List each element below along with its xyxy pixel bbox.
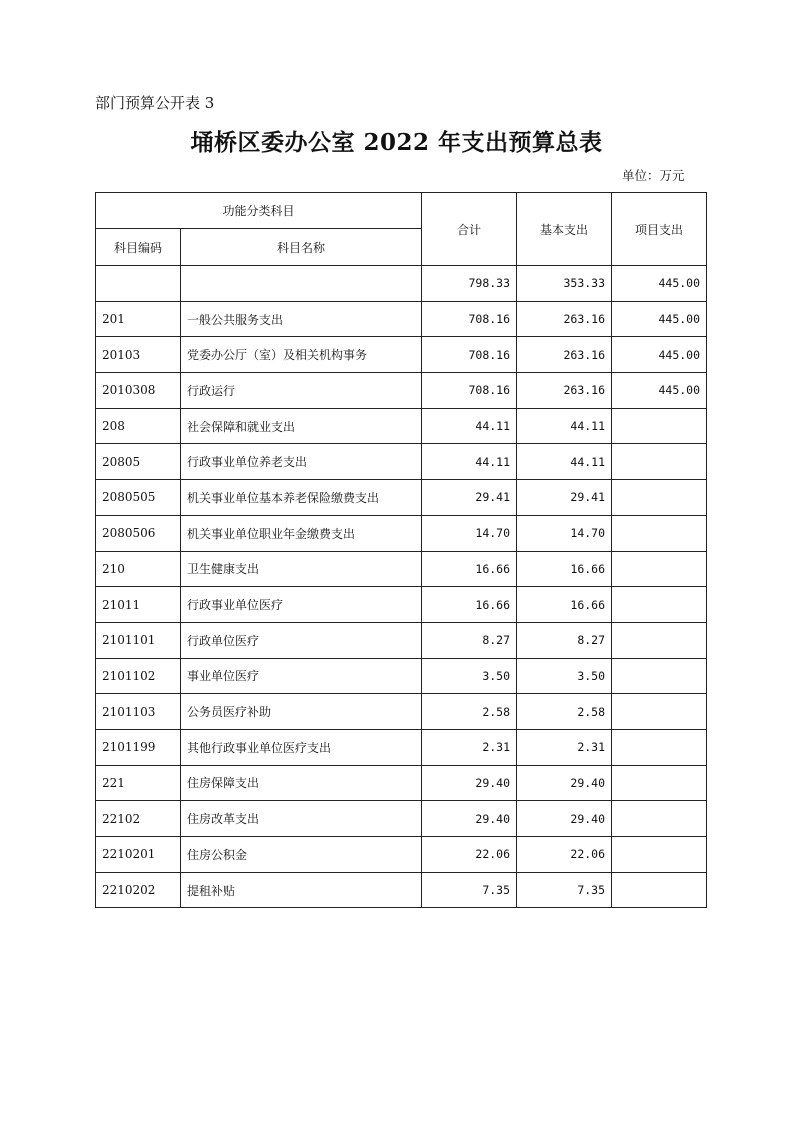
name-cell: 行政事业单位医疗 bbox=[181, 587, 422, 623]
table-row bbox=[96, 801, 707, 837]
table-row bbox=[96, 480, 707, 516]
code-cell: 2101101 bbox=[96, 622, 181, 658]
table-row bbox=[96, 373, 707, 409]
basic-cell: 263.16 bbox=[517, 373, 612, 409]
table-row bbox=[96, 872, 707, 908]
basic-cell: 353.33 bbox=[517, 266, 612, 302]
table-row bbox=[96, 408, 707, 444]
name-cell: 行政运行 bbox=[181, 373, 422, 409]
name-cell: 住房公积金 bbox=[181, 837, 422, 873]
header-total: 合计 bbox=[422, 193, 517, 266]
name-cell: 住房保障支出 bbox=[181, 765, 422, 801]
total-cell: 44.11 bbox=[422, 444, 517, 480]
total-cell: 22.06 bbox=[422, 837, 517, 873]
name-cell: 其他行政事业单位医疗支出 bbox=[181, 729, 422, 765]
table-row bbox=[96, 444, 707, 480]
name-cell: 公务员医疗补助 bbox=[181, 694, 422, 730]
total-cell: 16.66 bbox=[422, 551, 517, 587]
project-cell bbox=[612, 872, 707, 908]
basic-cell: 263.16 bbox=[517, 301, 612, 337]
project-cell: 445.00 bbox=[612, 301, 707, 337]
name-cell: 社会保障和就业支出 bbox=[181, 408, 422, 444]
table-row bbox=[96, 515, 707, 551]
project-cell bbox=[612, 408, 707, 444]
group-header: 功能分类科目 bbox=[96, 193, 422, 229]
basic-cell: 29.40 bbox=[517, 801, 612, 837]
total-cell: 798.33 bbox=[422, 266, 517, 302]
table-row bbox=[96, 658, 707, 694]
table-row bbox=[96, 551, 707, 587]
total-cell: 29.41 bbox=[422, 480, 517, 516]
project-cell bbox=[612, 729, 707, 765]
basic-cell: 16.66 bbox=[517, 551, 612, 587]
total-cell: 44.11 bbox=[422, 408, 517, 444]
unit-label: 单位：万元 bbox=[622, 168, 685, 183]
project-cell bbox=[612, 587, 707, 623]
code-cell: 21011 bbox=[96, 587, 181, 623]
code-cell: 208 bbox=[96, 408, 181, 444]
name-cell bbox=[181, 266, 422, 302]
code-cell: 2101103 bbox=[96, 694, 181, 730]
project-cell bbox=[612, 837, 707, 873]
header-row bbox=[96, 193, 707, 229]
total-cell: 14.70 bbox=[422, 515, 517, 551]
basic-cell: 29.41 bbox=[517, 480, 612, 516]
project-cell bbox=[612, 480, 707, 516]
code-cell: 2080505 bbox=[96, 480, 181, 516]
project-cell bbox=[612, 765, 707, 801]
name-cell: 行政单位医疗 bbox=[181, 622, 422, 658]
table-row bbox=[96, 729, 707, 765]
project-cell: 445.00 bbox=[612, 337, 707, 373]
basic-cell: 44.11 bbox=[517, 408, 612, 444]
header-code: 科目编码 bbox=[96, 229, 181, 266]
table-row bbox=[96, 301, 707, 337]
basic-cell: 16.66 bbox=[517, 587, 612, 623]
basic-cell: 44.11 bbox=[517, 444, 612, 480]
project-cell bbox=[612, 622, 707, 658]
basic-cell: 3.50 bbox=[517, 658, 612, 694]
table-row bbox=[96, 622, 707, 658]
code-cell: 201 bbox=[96, 301, 181, 337]
code-cell: 20103 bbox=[96, 337, 181, 373]
total-cell: 2.58 bbox=[422, 694, 517, 730]
code-cell: 2210202 bbox=[96, 872, 181, 908]
basic-cell: 14.70 bbox=[517, 515, 612, 551]
name-cell: 提租补贴 bbox=[181, 872, 422, 908]
table-row bbox=[96, 587, 707, 623]
table-row bbox=[96, 765, 707, 801]
project-cell bbox=[612, 444, 707, 480]
project-cell: 445.00 bbox=[612, 373, 707, 409]
code-cell bbox=[96, 266, 181, 302]
total-cell: 2.31 bbox=[422, 729, 517, 765]
total-cell: 3.50 bbox=[422, 658, 517, 694]
basic-cell: 8.27 bbox=[517, 622, 612, 658]
table-row bbox=[96, 694, 707, 730]
total-cell: 8.27 bbox=[422, 622, 517, 658]
basic-cell: 29.40 bbox=[517, 765, 612, 801]
name-cell: 党委办公厅（室）及相关机构事务 bbox=[181, 337, 422, 373]
code-cell: 2080506 bbox=[96, 515, 181, 551]
project-cell bbox=[612, 515, 707, 551]
basic-cell: 2.31 bbox=[517, 729, 612, 765]
header-project: 项目支出 bbox=[612, 193, 707, 266]
project-cell bbox=[612, 551, 707, 587]
project-cell bbox=[612, 694, 707, 730]
project-cell bbox=[612, 801, 707, 837]
code-cell: 210 bbox=[96, 551, 181, 587]
project-cell: 445.00 bbox=[612, 266, 707, 302]
budget-table bbox=[95, 192, 707, 908]
name-cell: 一般公共服务支出 bbox=[181, 301, 422, 337]
name-cell: 行政事业单位养老支出 bbox=[181, 444, 422, 480]
basic-cell: 2.58 bbox=[517, 694, 612, 730]
header-name: 科目名称 bbox=[181, 229, 422, 266]
code-cell: 2010308 bbox=[96, 373, 181, 409]
total-cell: 29.40 bbox=[422, 765, 517, 801]
code-cell: 2101199 bbox=[96, 729, 181, 765]
table-row bbox=[96, 337, 707, 373]
name-cell: 机关事业单位职业年金缴费支出 bbox=[181, 515, 422, 551]
code-cell: 20805 bbox=[96, 444, 181, 480]
total-cell: 7.35 bbox=[422, 872, 517, 908]
name-cell: 住房改革支出 bbox=[181, 801, 422, 837]
page-title: 埇桥区委办公室 2022 年支出预算总表 bbox=[190, 129, 603, 156]
code-cell: 22102 bbox=[96, 801, 181, 837]
name-cell: 机关事业单位基本养老保险缴费支出 bbox=[181, 480, 422, 516]
total-cell: 16.66 bbox=[422, 587, 517, 623]
table-row bbox=[96, 837, 707, 873]
code-cell: 221 bbox=[96, 765, 181, 801]
header-basic: 基本支出 bbox=[517, 193, 612, 266]
total-cell: 708.16 bbox=[422, 301, 517, 337]
code-cell: 2210201 bbox=[96, 837, 181, 873]
total-cell: 708.16 bbox=[422, 373, 517, 409]
total-cell: 708.16 bbox=[422, 337, 517, 373]
name-cell: 卫生健康支出 bbox=[181, 551, 422, 587]
project-cell bbox=[612, 658, 707, 694]
total-cell: 29.40 bbox=[422, 801, 517, 837]
name-cell: 事业单位医疗 bbox=[181, 658, 422, 694]
basic-cell: 7.35 bbox=[517, 872, 612, 908]
table-row bbox=[96, 266, 707, 302]
basic-cell: 22.06 bbox=[517, 837, 612, 873]
basic-cell: 263.16 bbox=[517, 337, 612, 373]
code-cell: 2101102 bbox=[96, 658, 181, 694]
budget-table-body bbox=[96, 193, 707, 908]
document-label: 部门预算公开表 3 bbox=[95, 94, 215, 112]
